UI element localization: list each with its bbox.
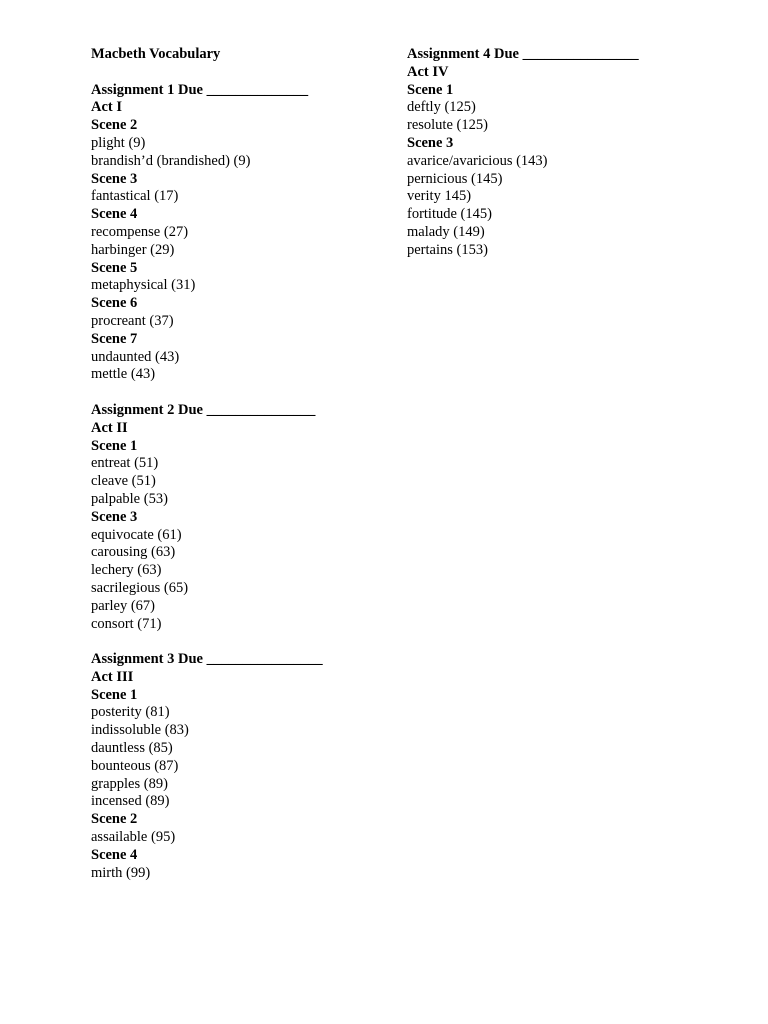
scene-heading: Scene 2 — [91, 811, 138, 828]
vocabulary-word: malady (149) — [407, 223, 485, 240]
vocabulary-word: grapples (89) — [91, 775, 168, 792]
blank-line — [91, 384, 391, 402]
vocabulary-word: equivocate (61) — [91, 526, 182, 543]
assignment-heading: Assignment 3 Due ________________ — [91, 651, 323, 668]
assignment-heading: Assignment 1 Due ______________ — [91, 81, 309, 98]
act-heading: Act I — [91, 99, 123, 116]
vocabulary-word: avarice/avaricious (143) — [407, 152, 548, 169]
blank-line — [91, 633, 391, 651]
vocabulary-word: posterity (81) — [91, 704, 170, 721]
left-column-lines — [91, 64, 391, 883]
vocabulary-word: mettle (43) — [91, 366, 156, 383]
vocabulary-word: harbinger (29) — [91, 241, 175, 258]
vocabulary-word: incensed (89) — [91, 793, 170, 810]
assignment-heading: Assignment 4 Due ________________ — [407, 46, 639, 62]
right-column — [407, 46, 707, 260]
vocabulary-word: recompense (27) — [91, 223, 189, 240]
vocabulary-word: resolute (125) — [407, 117, 488, 134]
vocabulary-word: pernicious (145) — [407, 170, 503, 187]
vocabulary-word: parley (67) — [91, 597, 156, 614]
scene-heading: Scene 1 — [91, 437, 138, 454]
vocabulary-word: consort (71) — [91, 615, 162, 632]
scene-heading: Scene 7 — [91, 330, 138, 347]
scene-heading: Scene 3 — [91, 170, 138, 187]
vocabulary-word: lechery (63) — [91, 562, 162, 579]
scene-heading: Scene 3 — [91, 508, 138, 525]
vocabulary-word: mirth (99) — [91, 864, 151, 881]
act-heading: Act III — [91, 668, 134, 685]
vocabulary-word: sacrilegious (65) — [91, 579, 189, 596]
vocabulary-word: assailable (95) — [91, 829, 176, 846]
vocabulary-word: fortitude (145) — [407, 206, 492, 223]
vocabulary-word: entreat (51) — [91, 455, 159, 472]
scene-heading: Scene 3 — [407, 134, 454, 151]
vocabulary-word: plight (9) — [91, 134, 146, 151]
vocabulary-word: deftly (125) — [407, 99, 476, 116]
scene-heading: Scene 1 — [407, 81, 454, 98]
vocabulary-word: carousing (63) — [91, 544, 176, 561]
scene-heading: Scene 4 — [91, 846, 138, 863]
vocabulary-word: procreant (37) — [91, 312, 174, 329]
vocabulary-word: metaphysical (31) — [91, 277, 196, 294]
assignment-heading: Assignment 2 Due _______________ — [91, 401, 316, 418]
scene-heading: Scene 1 — [91, 686, 138, 703]
scene-heading: Scene 5 — [91, 259, 138, 276]
vocabulary-word: fantastical (17) — [91, 188, 179, 205]
blank-line — [91, 64, 391, 82]
vocabulary-word: brandish’d (brandished) (9) — [91, 152, 251, 169]
vocabulary-word: pertains (153) — [407, 241, 488, 258]
right-column-lines — [407, 46, 707, 260]
vocabulary-word: indissoluble (83) — [91, 722, 189, 739]
vocabulary-word: cleave (51) — [91, 473, 156, 490]
act-heading: Act IV — [407, 63, 449, 80]
act-heading: Act II — [91, 419, 128, 436]
left-column — [91, 46, 391, 882]
scene-heading: Scene 4 — [91, 206, 138, 223]
document-title: Macbeth Vocabulary — [91, 46, 221, 62]
vocabulary-word: verity 145) — [407, 188, 472, 205]
vocabulary-word: palpable (53) — [91, 490, 168, 507]
vocabulary-word: dauntless (85) — [91, 740, 173, 757]
scene-heading: Scene 2 — [91, 117, 138, 134]
scene-heading: Scene 6 — [91, 295, 138, 312]
vocabulary-word: bounteous (87) — [91, 757, 179, 774]
vocabulary-word: undaunted (43) — [91, 348, 180, 365]
